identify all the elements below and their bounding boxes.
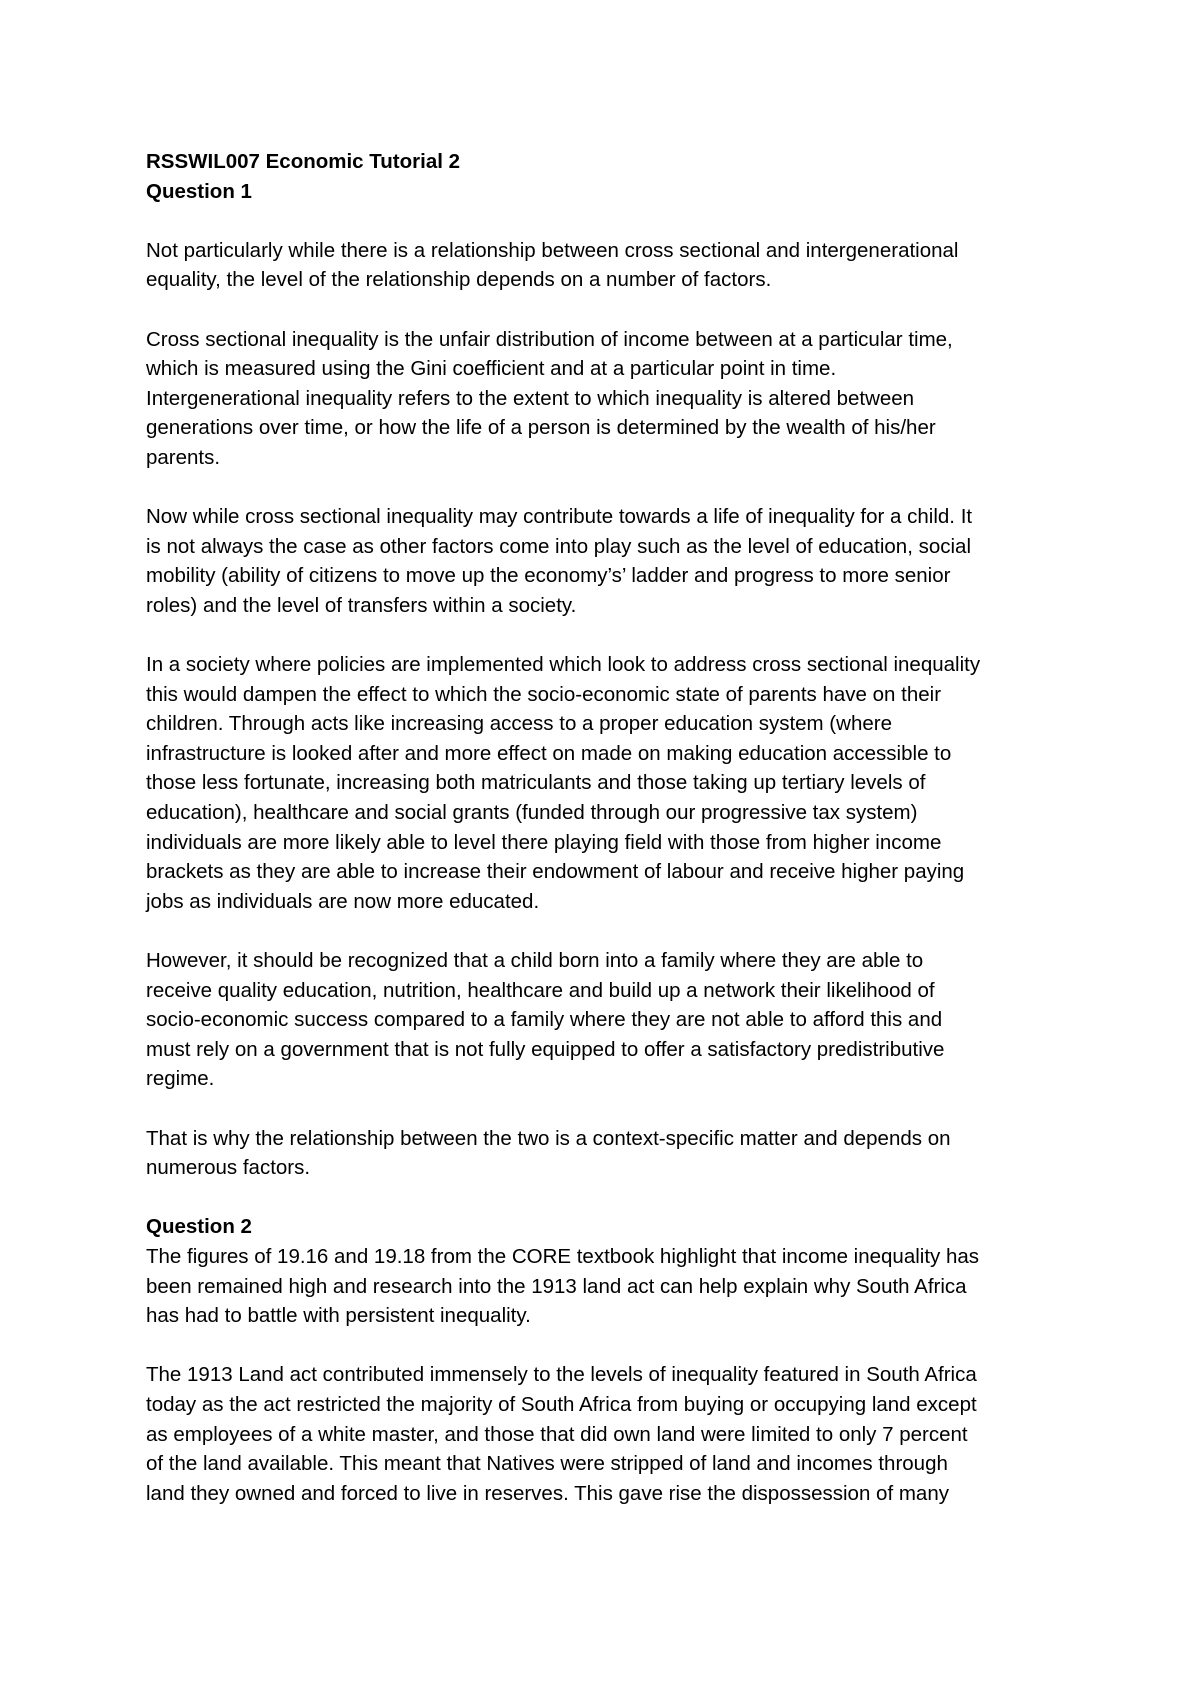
text-line: which is measured using the Gini coefficient and at a particular point in time. — [146, 357, 837, 381]
question-2-heading: Question 2 — [146, 1215, 252, 1239]
document-title: RSSWIL007 Economic Tutorial 2 — [146, 150, 461, 173]
q1-paragraph-6 — [146, 1124, 1076, 1183]
paragraph-gap — [146, 206, 1076, 236]
paragraph-gap — [146, 1183, 1076, 1213]
text-line: education), healthcare and social grants (funded through our progressive tax system) — [146, 801, 918, 825]
text-line: this would dampen the effect to which the socio-economic state of parents have on their — [146, 682, 942, 706]
text-line: receive quality education, nutrition, healthcare and build up a network their likelihood of — [146, 978, 935, 1002]
paragraph-gap — [146, 916, 1076, 946]
q1-paragraph-2 — [146, 325, 1076, 473]
q1-paragraph-1 — [146, 236, 1076, 295]
q2-paragraph-1 — [146, 1242, 1076, 1331]
text-line: infrastructure is looked after and more effect on made on making education accessible to — [146, 741, 952, 765]
q1-paragraph-3 — [146, 502, 1076, 620]
text-line: Cross sectional inequality is the unfair distribution of income between at a particular time, — [146, 327, 953, 351]
text-line: regime. — [146, 1067, 215, 1091]
text-line: must rely on a government that is not fully equipped to offer a satisfactory predistributive — [146, 1037, 945, 1061]
text-line: is not always the case as other factors come into play such as the level of education, social — [146, 534, 971, 558]
paragraph-gap — [146, 1331, 1076, 1361]
text-line: The 1913 Land act contributed immensely to the levels of inequality featured in South Africa — [146, 1363, 977, 1387]
text-line: those less fortunate, increasing both matriculants and those taking up tertiary levels of — [146, 771, 926, 795]
text-line: parents. — [146, 445, 221, 469]
text-line: Not particularly while there is a relationship between cross sectional and intergenerational — [146, 238, 959, 262]
paragraph-gap — [146, 621, 1076, 651]
document-body — [146, 147, 1076, 1508]
text-line: socio-economic success compared to a family where they are not able to afford this and — [146, 1008, 943, 1032]
text-line: roles) and the level of transfers within a society. — [146, 593, 577, 617]
text-line: equality, the level of the relationship depends on a number of factors. — [146, 268, 772, 292]
text-line: Now while cross sectional inequality may contribute towards a life of inequality for a child. It — [146, 505, 973, 529]
q1-paragraph-5 — [146, 946, 1076, 1094]
text-line: generations over time, or how the life of a person is determined by the wealth of his/her — [146, 416, 936, 440]
text-line: brackets as they are able to increase their endowment of labour and receive higher paying — [146, 860, 965, 884]
paragraph-gap — [146, 295, 1076, 325]
text-line: of the land available. This meant that Natives were stripped of land and incomes through — [146, 1452, 948, 1476]
text-line: today as the act restricted the majority of South Africa from buying or occupying land except — [146, 1392, 977, 1416]
text-line: The figures of 19.16 and 19.18 from the CORE textbook highlight that income inequality has — [146, 1244, 980, 1268]
text-line: land they owned and forced to live in reserves. This gave rise the dispossession of many — [146, 1481, 949, 1505]
text-line: mobility (ability of citizens to move up the economy’s’ ladder and progress to more senior — [146, 564, 951, 588]
text-line: That is why the relationship between the two is a context-specific matter and depends on — [146, 1126, 951, 1150]
text-line: Intergenerational inequality refers to the extent to which inequality is altered between — [146, 386, 915, 410]
text-line: been remained high and research into the 1913 land act can help explain why South Africa — [146, 1274, 967, 1298]
q1-paragraph-4 — [146, 650, 1076, 916]
text-line: as employees of a white master, and those that did own land were limited to only 7 percent — [146, 1422, 968, 1446]
question-1-heading: Question 1 — [146, 179, 252, 203]
text-line: children. Through acts like increasing access to a proper education system (where — [146, 712, 892, 736]
text-line: However, it should be recognized that a child born into a family where they are able to — [146, 949, 924, 973]
text-line: In a society where policies are implemented which look to address cross sectional inequality — [146, 653, 981, 677]
text-line: numerous factors. — [146, 1156, 311, 1180]
text-line: has had to battle with persistent inequality. — [146, 1304, 531, 1328]
paragraph-gap — [146, 473, 1076, 503]
text-line: jobs as individuals are now more educated. — [146, 889, 540, 913]
text-line: individuals are more likely able to level there playing field with those from higher income — [146, 830, 942, 854]
q2-paragraph-2 — [146, 1360, 1076, 1508]
paragraph-gap — [146, 1094, 1076, 1124]
